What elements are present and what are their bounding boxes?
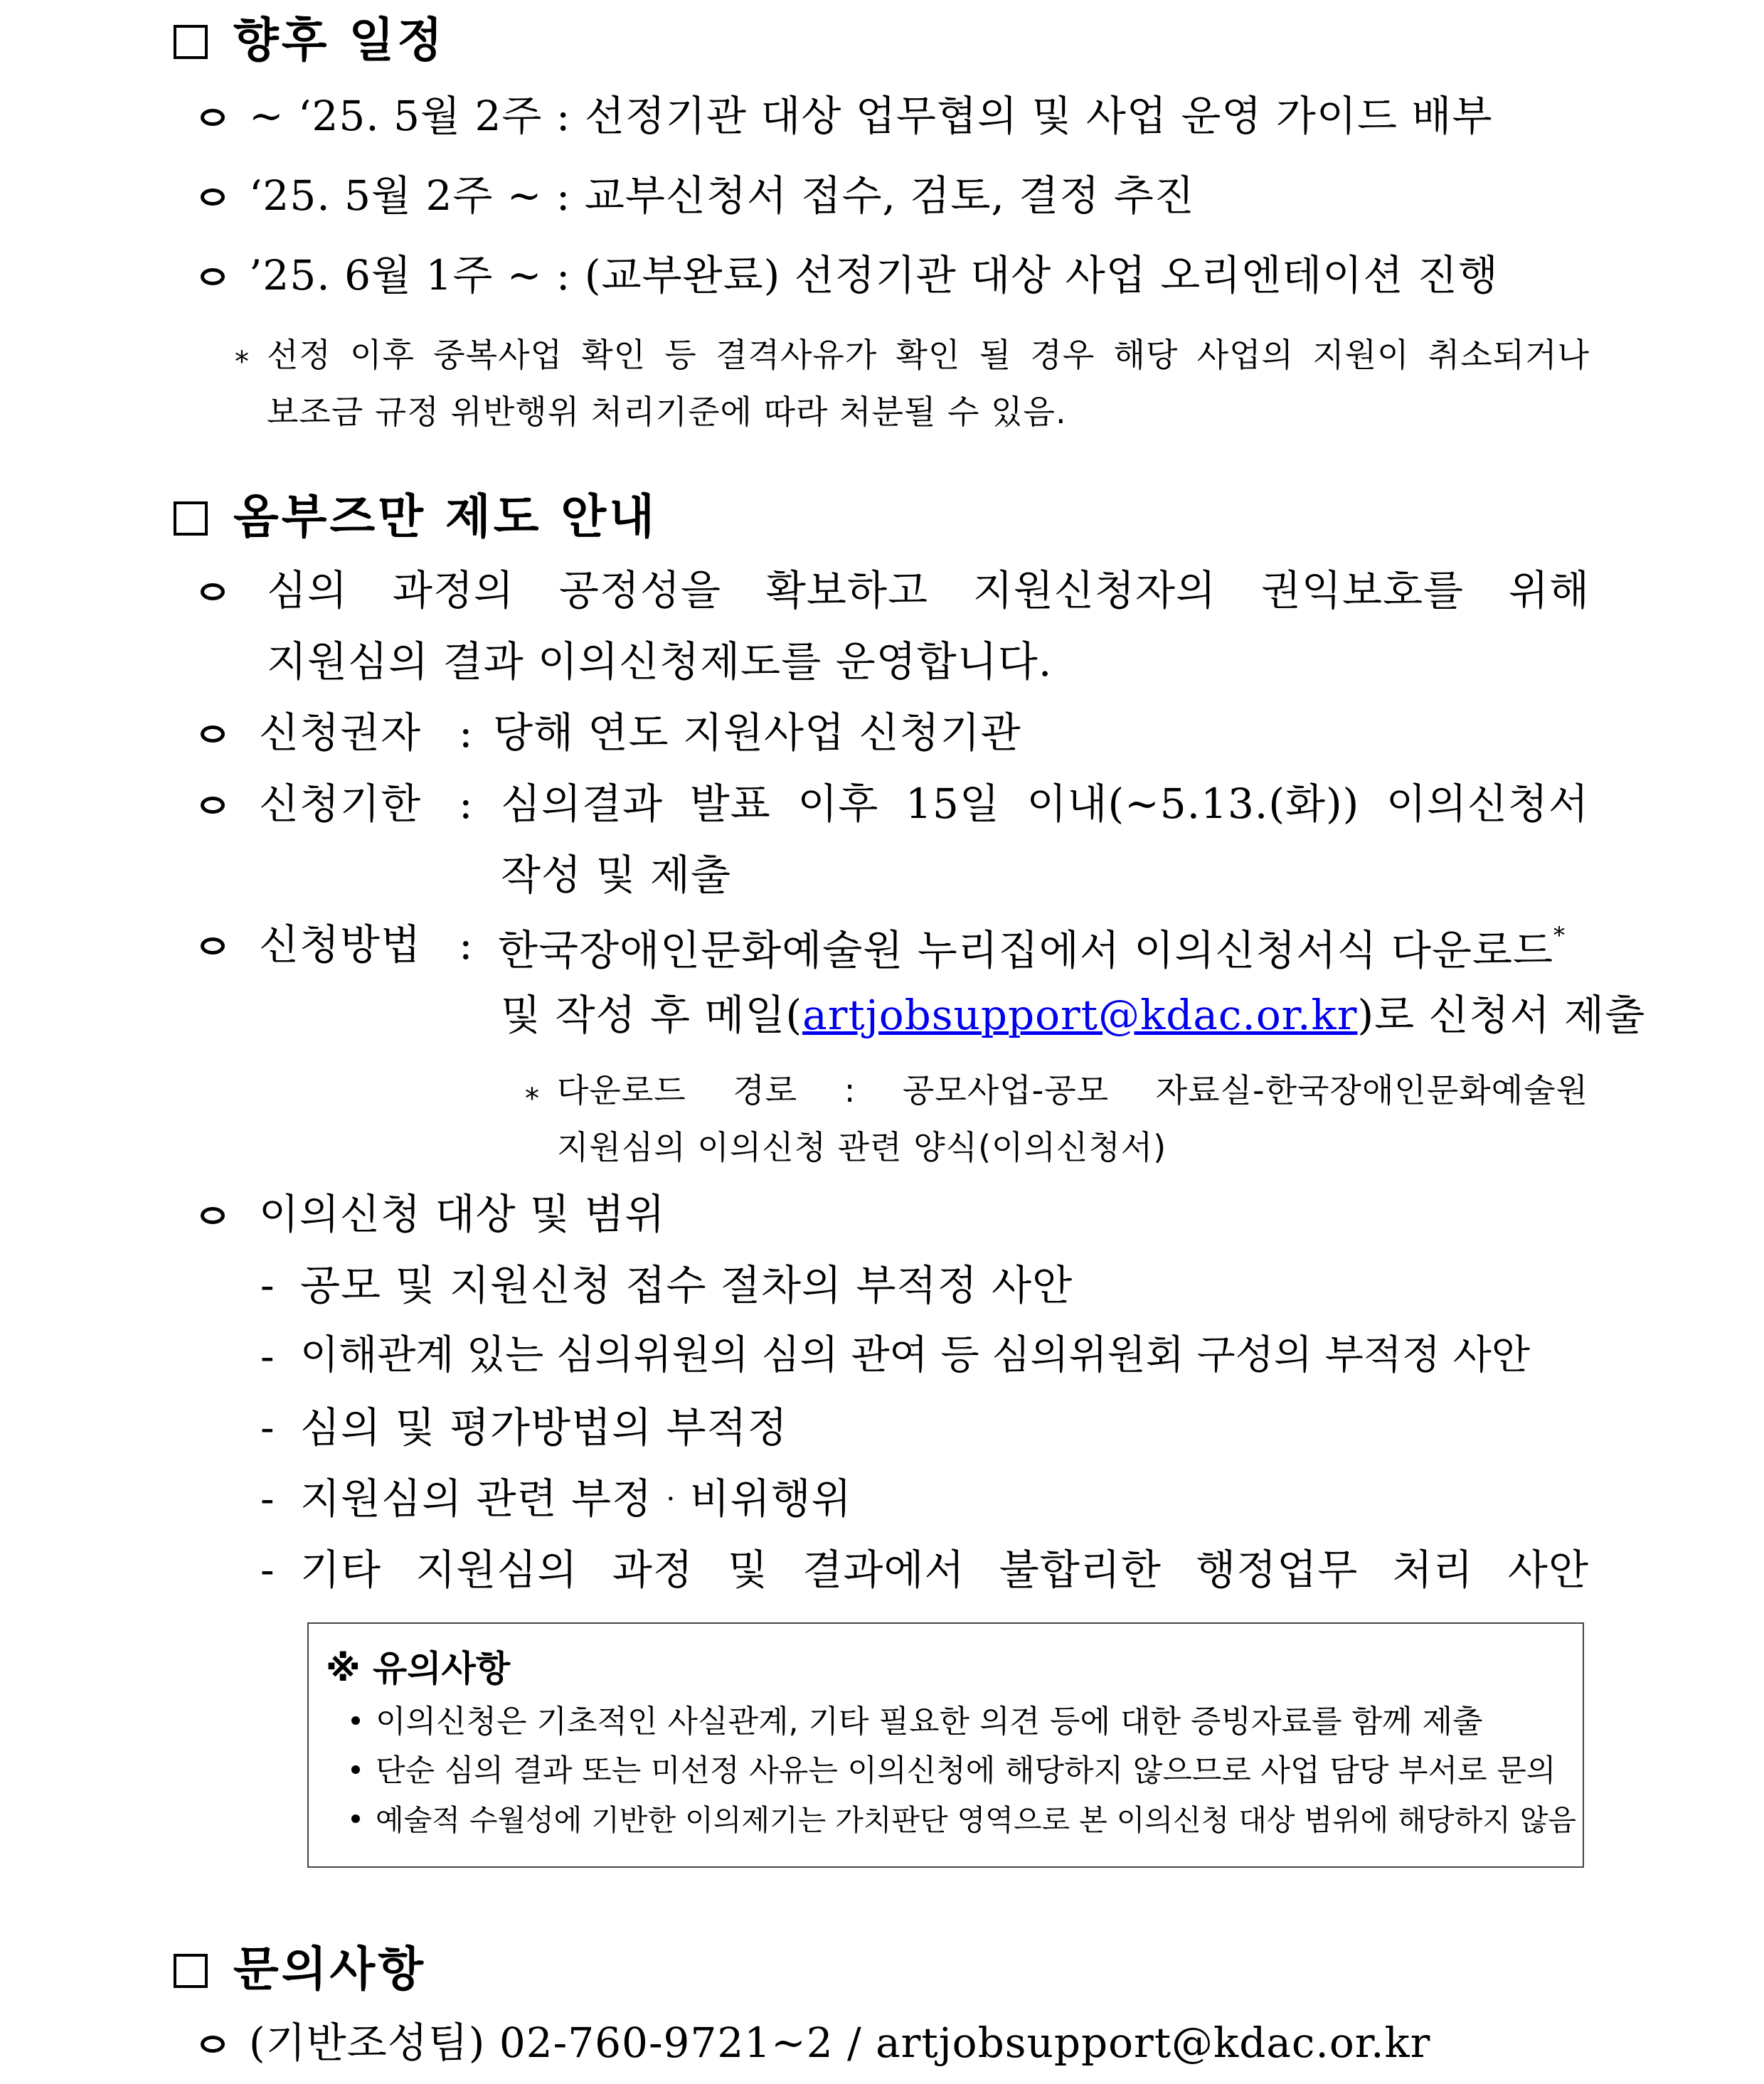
scope-item: 이해관계 있는 심의위원의 심의 관여 등 심의위원회 구성의 부적정 사안 (300, 1332, 1530, 1378)
footnote-marker: * (1553, 922, 1566, 949)
dash-marker: - (260, 1474, 275, 1523)
method-line-2-suffix: )로 신청서 제출 (1357, 991, 1646, 1039)
circle-bullet-icon (201, 583, 225, 600)
schedule-heading: 향후 일정 (174, 17, 445, 64)
circle-bullet-icon (201, 797, 225, 814)
schedule-item: ’25. 6월 1주 ~ : (교부완료) 선정기관 대상 사업 오리엔테이션 진행 (249, 251, 1499, 299)
applicant-colon: : (459, 708, 474, 757)
bullet-dot-icon (351, 1765, 360, 1774)
dash-marker: - (260, 1261, 275, 1309)
circle-bullet-icon (201, 109, 225, 126)
deadline-value-line: 심의결과 발표 이후 15일 이내(~5.13.(화)) 이의신청서 (501, 780, 1589, 828)
checkbox-square-icon (174, 25, 208, 59)
bullet-dot-icon (351, 1716, 360, 1725)
scope-item-part: 지원심의 관련 부정 (300, 1474, 653, 1523)
schedule-item: ‘25. 5월 2주 ~ : 교부신청서 접수, 검토, 결정 추진 (249, 171, 1195, 220)
applicant-label: 신청권자 (259, 708, 422, 757)
circle-bullet-icon (201, 937, 225, 955)
dash-marker: - (260, 1332, 275, 1381)
applicant-value: 당해 연도 지원사업 신청기관 (493, 708, 1021, 757)
dash-marker: - (260, 1546, 275, 1594)
scope-item: 기타 지원심의 과정 및 결과에서 불합리한 행정업무 처리 사안 (300, 1546, 1589, 1594)
contact-separator: / (847, 2019, 862, 2067)
contact-team: (기반조성팀) (249, 2019, 486, 2067)
contact-phone: 02-760-9721~2 (499, 2019, 834, 2067)
schedule-item: ~ ‘25. 5월 2주 : 선정기관 대상 업무협의 및 사업 운영 가이드 배부 (249, 92, 1493, 140)
contact-email[interactable]: artjobsupport@kdac.or.kr (876, 2019, 1431, 2067)
method-line-1 (498, 922, 1566, 974)
notice-item: 이의신청은 기초적인 사실관계, 기타 필요한 의견 등에 대한 증빙자료를 함께 제출 (351, 1706, 1482, 1738)
notice-box (307, 1622, 1584, 1868)
note-asterisk: * (235, 346, 249, 378)
notice-item: 단순 심의 결과 또는 미선정 사유는 이의신청에 해당하지 않으므로 사업 담당 부서로 문의 (351, 1756, 1556, 1787)
circle-bullet-icon (201, 1207, 225, 1224)
deadline-label: 신청기한 (259, 780, 422, 828)
circle-bullet-icon (201, 188, 225, 206)
method-note-line: 지원심의 이의신청 관련 양식(이의신청서) (557, 1128, 1167, 1166)
email-link[interactable]: artjobsupport@kdac.or.kr (802, 991, 1358, 1039)
note-asterisk: * (525, 1083, 539, 1115)
method-line-1-text: 한국장애인문화예술원 누리집에서 이의신청서식 다운로드 (498, 926, 1554, 974)
bullet-dot-icon (351, 1814, 360, 1823)
middle-dot: · (666, 1483, 676, 1516)
deadline-colon: : (459, 780, 474, 828)
schedule-note-line: 선정 이후 중복사업 확인 등 결격사유가 확인 될 경우 해당 사업의 지원이 취소되거나 (267, 336, 1590, 374)
ombudsman-intro-line: 심의 과정의 공정성을 확보하고 지원신청자의 권익보호를 위해 (267, 566, 1590, 615)
deadline-value-line: 작성 및 제출 (501, 851, 732, 899)
circle-bullet-icon (201, 2036, 225, 2053)
schedule-note-line: 보조금 규정 위반행위 처리기준에 따라 처분될 수 있음. (267, 393, 1067, 431)
ombudsman-intro-line: 지원심의 결과 이의신청제도를 운영합니다. (267, 637, 1053, 686)
scope-item: 공모 및 지원신청 접수 절차의 부적정 사안 (300, 1261, 1073, 1309)
circle-bullet-icon (201, 268, 225, 285)
ombudsman-heading: 옴부즈만 제도 안내 (174, 494, 657, 541)
checkbox-square-icon (174, 501, 208, 536)
scope-heading: 이의신청 대상 및 범위 (259, 1190, 666, 1238)
contact-line (249, 2019, 1431, 2067)
method-colon: : (459, 920, 474, 969)
method-label: 신청방법 (259, 920, 422, 969)
method-note-line: 다운로드 경로 : 공모사업-공모 자료실-한국장애인문화예술원 (557, 1071, 1588, 1110)
method-line-2 (501, 991, 1646, 1039)
scope-item (300, 1474, 852, 1523)
notice-title: ※ 유의사항 (326, 1648, 511, 1689)
notice-item: 예술적 수월성에 기반한 이의제기는 가치판단 영역으로 본 이의신청 대상 범위에 해당하지 않음 (351, 1806, 1576, 1835)
method-line-2-prefix: 및 작성 후 메일( (501, 991, 803, 1039)
contact-heading: 문의사항 (174, 1946, 426, 1993)
circle-bullet-icon (201, 725, 225, 743)
scope-item: 심의 및 평가방법의 부적정 (300, 1403, 788, 1452)
dash-marker: - (260, 1403, 275, 1452)
scope-item-part: 비위행위 (689, 1474, 852, 1523)
checkbox-square-icon (174, 1954, 208, 1988)
